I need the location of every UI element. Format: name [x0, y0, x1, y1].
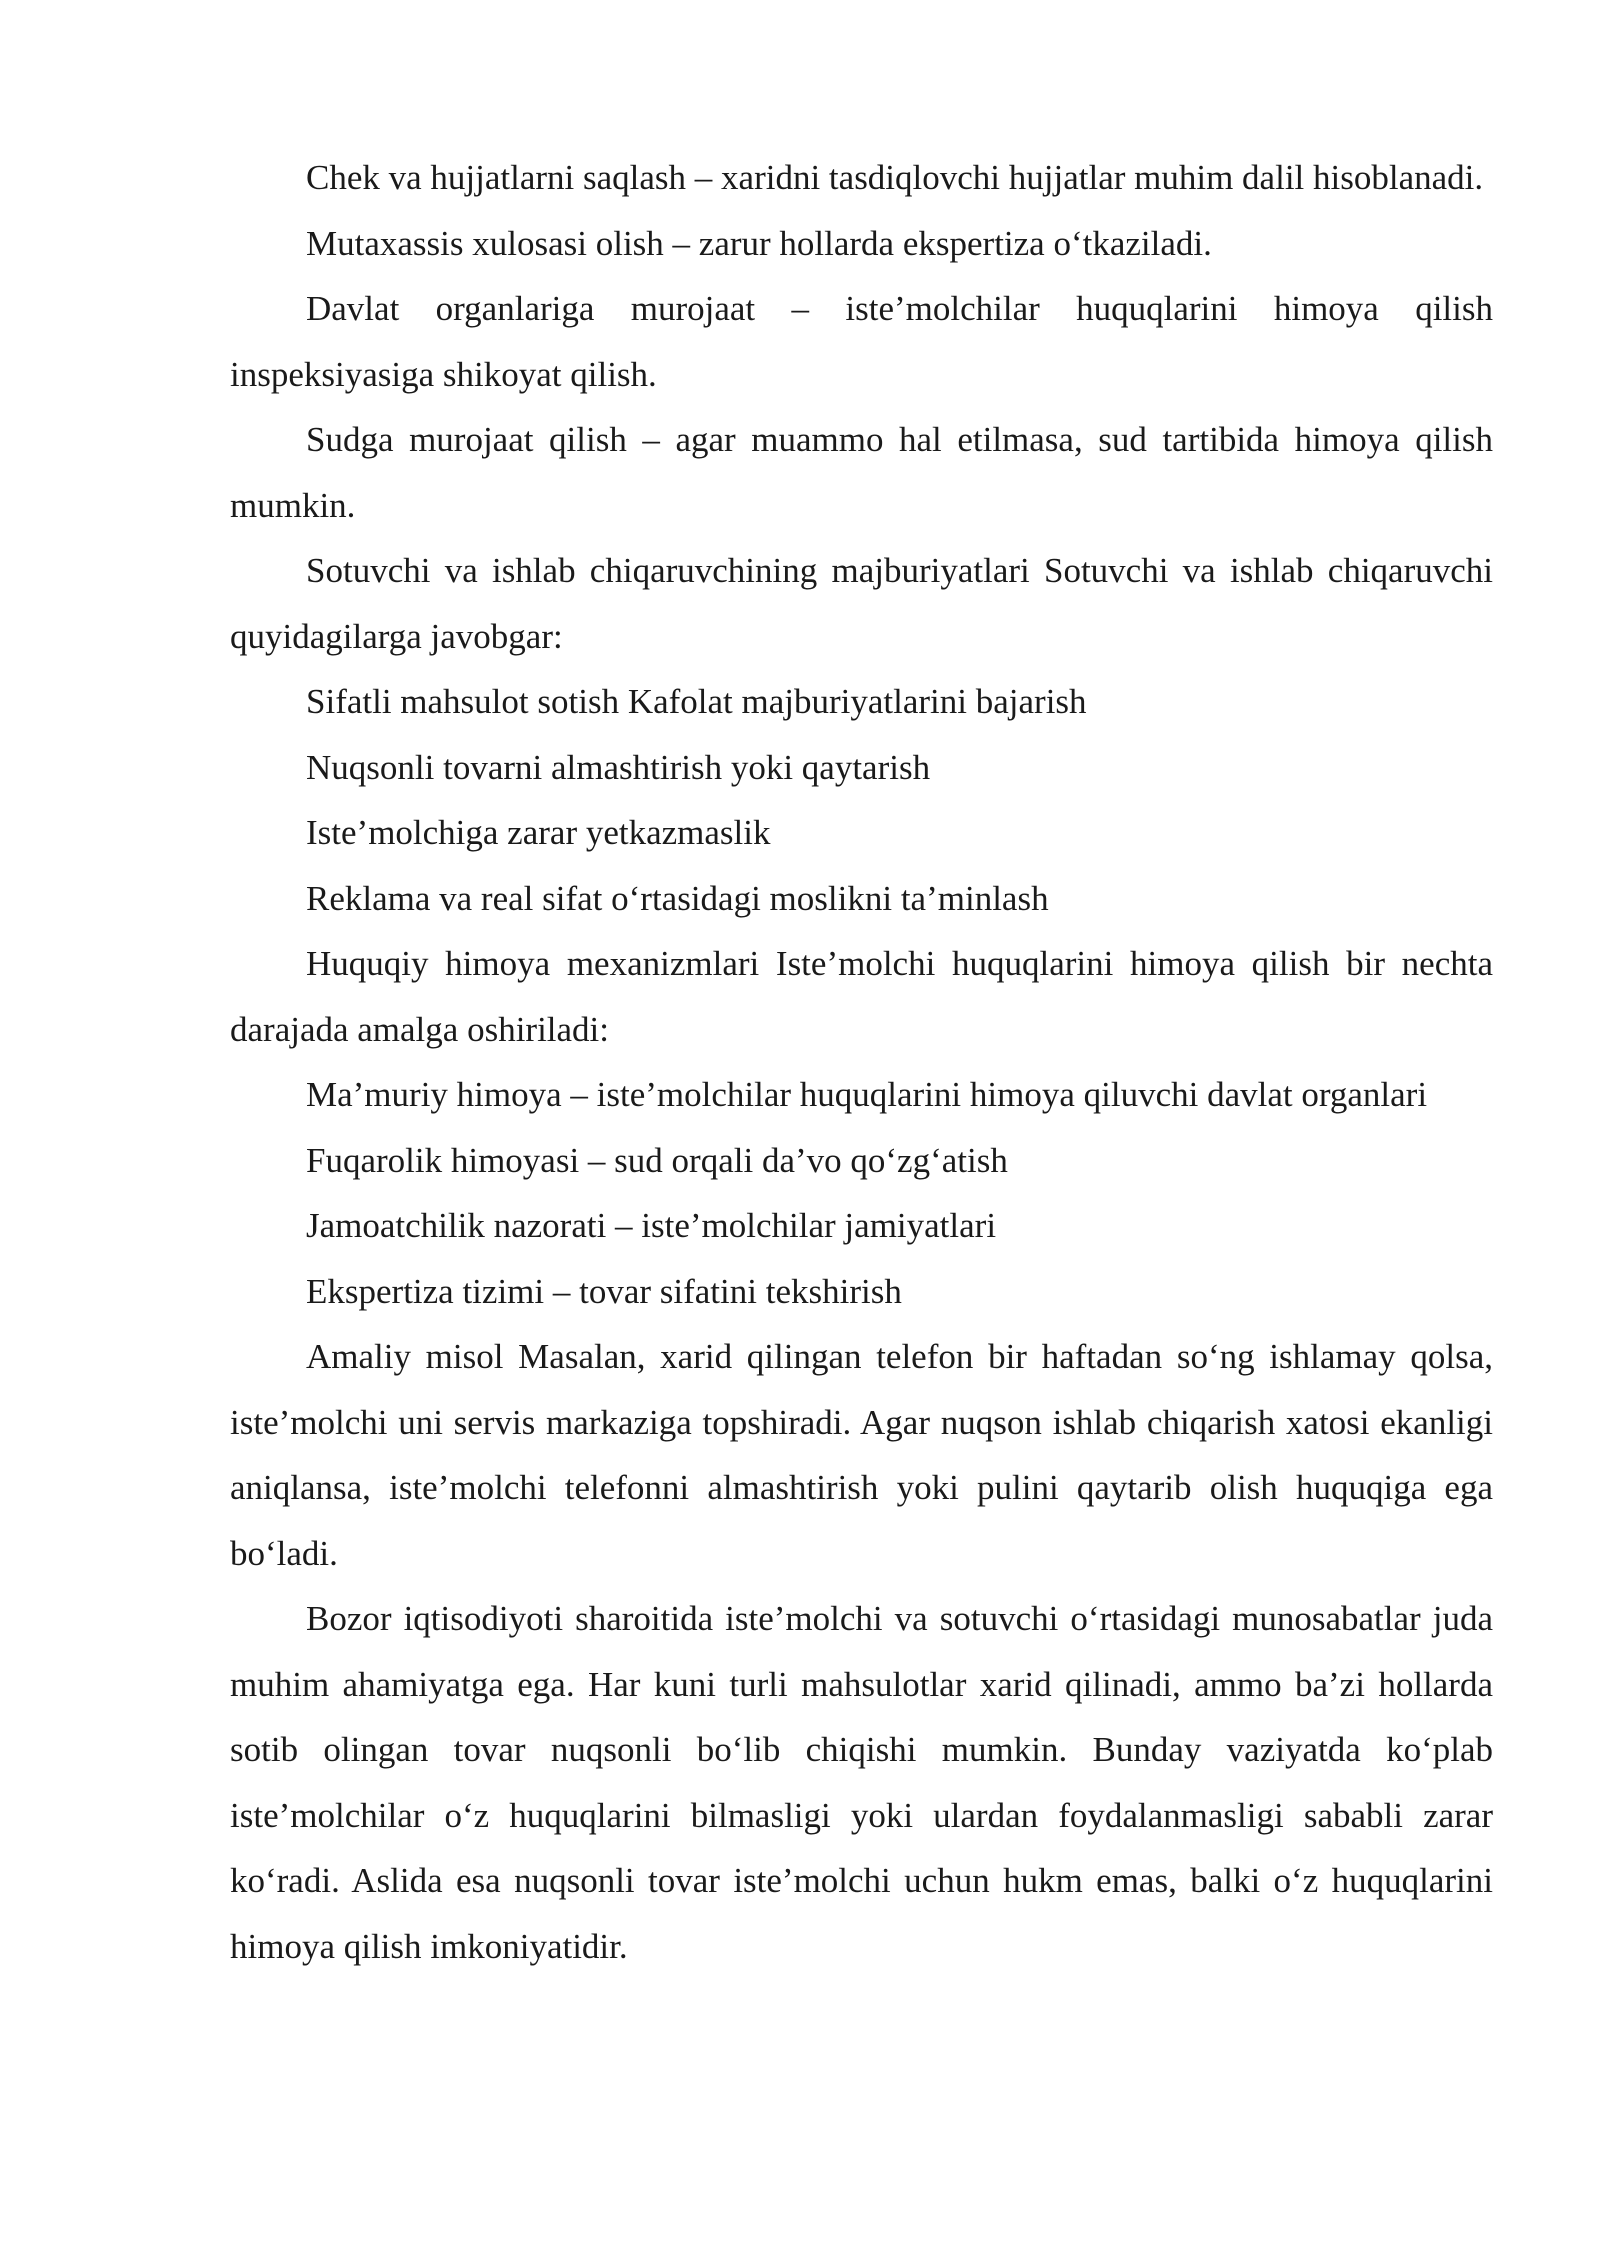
paragraph-practical-example: Amaliy misol Masalan, xarid qilingan telefon bir haftadan so‘ng ishlamay qolsa, iste’molchi uni servis markaziga topshiradi. Agar nuqson ishlab chiqarish xatosi ekanligi aniqlansa, iste’molchi telefonni almashtirish yoki pulini qaytarib olish huquqiga ega bo‘ladi.: [230, 1337, 1493, 1573]
paragraph-defective-exchange: Nuqsonli tovarni almashtirish yoki qaytarish: [306, 747, 931, 787]
paragraph-quality-product: Sifatli mahsulot sotish Kafolat majburiyatlarini bajarish: [306, 682, 1087, 721]
paragraph-market-economy: Bozor iqtisodiyoti sharoitida iste’molchi va sotuvchi o‘rtasidagi munosabatlar juda muhim ahamiyatga ega. Har kuni turli mahsulotlar xarid qilinadi, ammo ba’zi hollarda sotib olingan tovar nuqsonli bo‘lib chiqishi mumkin. Bunday vaziyatda ko‘plab iste’molchilar o‘z huquqlarini bilmasligi yoki ulardan foydalanmasligi sababli zarar ko‘radi. Aslida esa nuqsonli tovar iste’molchi uchun hukm emas, balki o‘z huquqlarini himoya qilish imkoniyatidir.: [230, 1599, 1493, 1966]
paragraph-administrative: Ma’muriy himoya – iste’molchilar huquqlarini himoya qiluvchi davlat organlari: [306, 1075, 1428, 1114]
paragraph-expert-opinion: Mutaxassis xulosasi olish – zarur hollarda ekspertiza o‘tkaziladi.: [306, 223, 1212, 263]
paragraph-seller-obligations: Sotuvchi va ishlab chiqaruvchining majburiyatlari Sotuvchi va ishlab chiqaruvchi quyidagilarga javobgar:: [230, 551, 1493, 656]
paragraph-court: Sudga murojaat qilish – agar muammo hal etilmasa, sud tartibida himoya qilish mumkin.: [230, 420, 1493, 525]
paragraph-receipts: Chek va hujjatlarni saqlash – xaridni tasdiqlovchi hujjatlar muhim dalil hisoblanadi.: [306, 158, 1484, 197]
paragraph-expertise-system: Ekspertiza tizimi – tovar sifatini tekshirish: [306, 1271, 902, 1311]
paragraph-legal-mechanisms: Huquqiy himoya mexanizmlari Iste’molchi huquqlarini himoya qilish bir nechta darajada amalga oshiriladi:: [230, 944, 1493, 1049]
paragraph-state-bodies: Davlat organlariga murojaat – iste’molchilar huquqlarini himoya qilish inspeksiyasiga shikoyat qilish.: [230, 289, 1493, 394]
paragraph-public-control: Jamoatchilik nazorati – iste’molchilar jamiyatlari: [306, 1206, 997, 1245]
paragraph-no-harm: Iste’molchiga zarar yetkazmaslik: [306, 813, 771, 852]
document-body: [230, 145, 1493, 1979]
paragraph-civil: Fuqarolik himoyasi – sud orqali da’vo qo‘zg‘atish: [306, 1140, 1008, 1180]
paragraph-advertising: Reklama va real sifat o‘rtasidagi moslikni ta’minlash: [306, 878, 1049, 918]
